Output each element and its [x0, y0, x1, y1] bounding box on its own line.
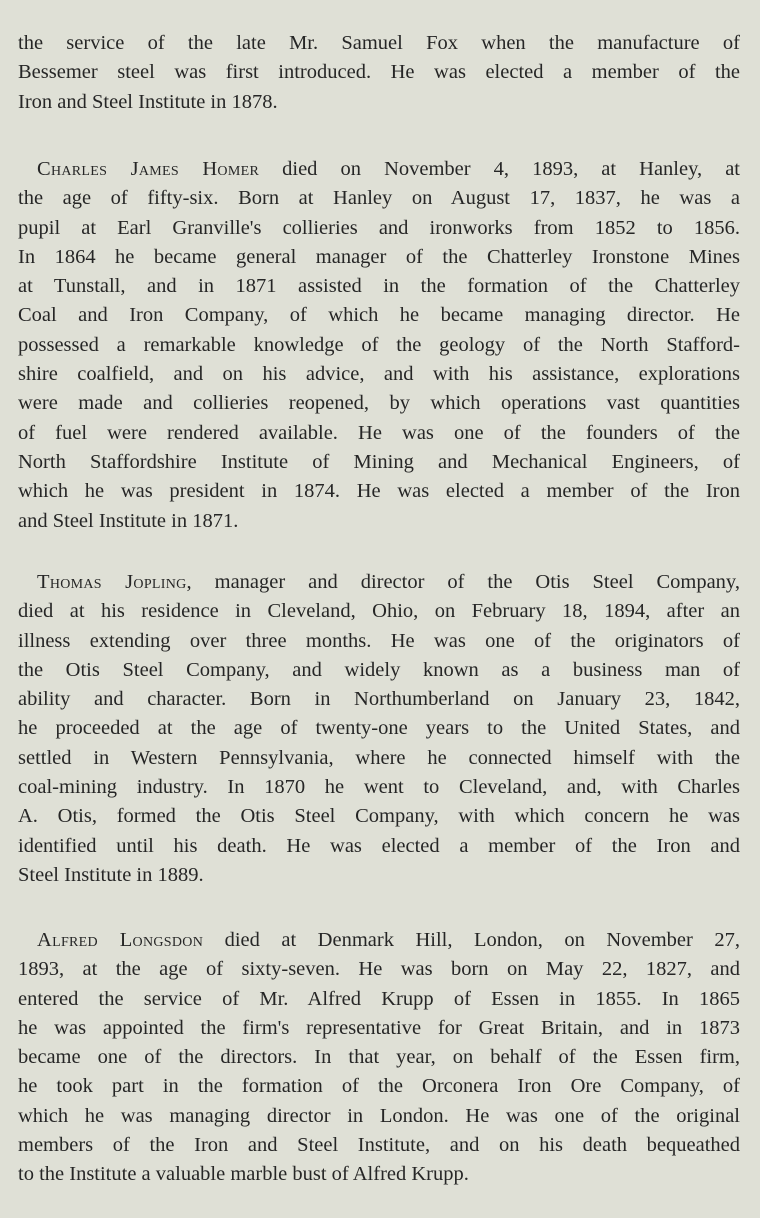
person-name: Thomas Jopling: [37, 571, 187, 593]
text-line: the Otis Steel Company, and widely known as a business man of: [18, 658, 740, 681]
text-line: [18, 155, 740, 184]
line-text: died on November 4, 1893, at Hanley, at: [259, 158, 740, 180]
text-line: at Tunstall, and in 1871 assisted in the formation of the Chatterley: [18, 275, 740, 298]
text-line: he was appointed the firm's representative for Great Britain, and in 1873: [18, 1016, 740, 1039]
paragraph-thomas-jopling: [18, 568, 740, 890]
text-line: and Steel Institute in 1871.: [18, 509, 239, 532]
text-line: settled in Western Pennsylvania, where he connected himself with the: [18, 746, 740, 769]
text-line: pupil at Earl Granville's collieries and ironworks from 1852 to 1856.: [18, 216, 740, 239]
text-line: Steel Institute in 1889.: [18, 863, 204, 886]
text-line: identified until his death. He was elected a member of the Iron and: [18, 834, 740, 857]
text-line: shire coalfield, and on his advice, and with his assistance, explorations: [18, 363, 740, 386]
text-line: Iron and Steel Institute in 1878.: [18, 90, 278, 113]
person-name: Charles James Homer: [37, 158, 260, 180]
text-line: he proceeded at the age of twenty-one years to the United States, and: [18, 717, 740, 740]
text-line: North Staffordshire Institute of Mining and Mechanical Engineers, of: [18, 450, 740, 473]
line-text: died at Denmark Hill, London, on November 27,: [203, 929, 740, 951]
paragraph-alfred-longsdon: [18, 926, 740, 1190]
text-line: illness extending over three months. He was one of the originators of: [18, 629, 740, 652]
text-line: ability and character. Born in Northumberland on January 23, 1842,: [18, 688, 740, 711]
text-line: members of the Iron and Steel Institute, and on his death bequeathed: [18, 1134, 740, 1157]
text-line: [18, 568, 740, 597]
line-text: , manager and director of the Otis Steel Company,: [186, 571, 740, 593]
text-line: became one of the directors. In that year, on behalf of the Essen firm,: [18, 1046, 740, 1069]
text-line: to the Institute a valuable marble bust of Alfred Krupp.: [18, 1163, 469, 1186]
text-line: which he was managing director in London. He was one of the original: [18, 1104, 740, 1127]
text-line: A. Otis, formed the Otis Steel Company, with which concern he was: [18, 805, 740, 828]
text-line: Coal and Iron Company, of which he became managing director. He: [18, 304, 740, 327]
text-line: Bessemer steel was first introduced. He was elected a member of the: [18, 61, 740, 84]
text-line: died at his residence in Cleveland, Ohio, on February 18, 1894, after an: [18, 600, 740, 623]
paragraph-continuation: [18, 29, 740, 117]
text-line: 1893, at the age of sixty-seven. He was born on May 22, 1827, and: [18, 958, 740, 981]
text-line: the age of fifty-six. Born at Hanley on August 17, 1837, he was a: [18, 187, 740, 210]
text-line: the service of the late Mr. Samuel Fox when the manufacture of: [18, 32, 740, 54]
text-line: which he was president in 1874. He was elected a member of the Iron: [18, 480, 740, 503]
text-line: were made and collieries reopened, by which operations vast quantities: [18, 392, 740, 415]
text-line: [18, 926, 740, 955]
paragraph-charles-james-homer: [18, 155, 740, 536]
text-line: entered the service of Mr. Alfred Krupp of Essen in 1855. In 1865: [18, 987, 740, 1010]
text-line: of fuel were rendered available. He was one of the founders of the: [18, 421, 740, 444]
text-line: possessed a remarkable knowledge of the geology of the North Stafford-: [18, 333, 740, 356]
text-line: In 1864 he became general manager of the Chatterley Ironstone Mines: [18, 245, 740, 268]
text-line: coal-mining industry. In 1870 he went to Cleveland, and, with Charles: [18, 776, 740, 799]
text-line: he took part in the formation of the Orconera Iron Ore Company, of: [18, 1075, 740, 1098]
person-name: Alfred Longsdon: [37, 929, 204, 951]
